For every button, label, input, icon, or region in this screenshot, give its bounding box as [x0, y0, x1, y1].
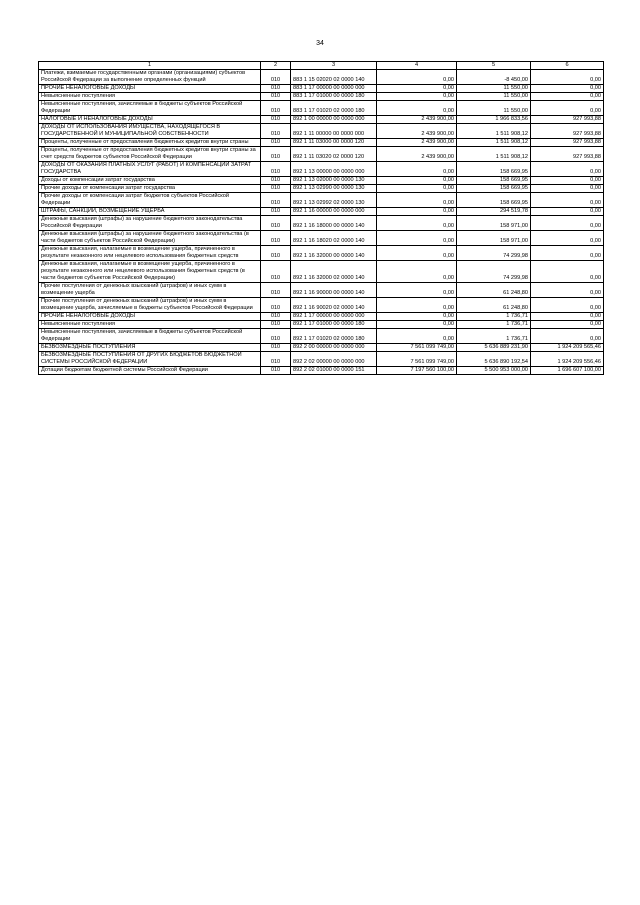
row-approved-cell: 0,00 — [377, 298, 457, 313]
row-approved-cell: 2 439 900,00 — [377, 139, 457, 147]
row-unexecuted-cell: 927 993,88 — [531, 139, 604, 147]
page-number: 34 — [316, 40, 324, 47]
row-budget-code-cell: 892 2 02 01000 00 0000 151 — [291, 367, 377, 375]
row-approved-cell: 0,00 — [377, 231, 457, 246]
column-header: 5 — [457, 62, 531, 70]
table-row — [39, 321, 604, 329]
row-unexecuted-cell: 927 993,88 — [531, 124, 604, 139]
row-executed-cell: 1 736,71 — [457, 313, 531, 321]
row-executed-cell: 1 511 908,12 — [457, 124, 531, 139]
row-unexecuted-cell: 0,00 — [531, 313, 604, 321]
row-name-cell: ШТРАФЫ, САНКЦИИ, ВОЗМЕЩЕНИЕ УЩЕРБА — [39, 208, 261, 216]
table-row — [39, 367, 604, 375]
row-executed-cell: 1 736,71 — [457, 321, 531, 329]
row-executed-cell: 5 636 890 192,54 — [457, 352, 531, 367]
table-row — [39, 283, 604, 298]
row-approved-cell: 0,00 — [377, 162, 457, 177]
table-row — [39, 208, 604, 216]
row-budget-code-cell: 883 1 17 01020 02 0000 180 — [291, 101, 377, 116]
row-name-cell: Прочие доходы от компенсации затрат государства — [39, 185, 261, 193]
table-row — [39, 246, 604, 261]
row-executed-cell: -8 450,00 — [457, 70, 531, 85]
table-row — [39, 70, 604, 85]
report-table — [38, 61, 604, 375]
row-name-cell: Денежные взыскания (штрафы) за нарушение бюджетного законодательства (в части бюджетов субъектов Российской Федерации) — [39, 231, 261, 246]
row-approved-cell: 0,00 — [377, 70, 457, 85]
row-unexecuted-cell: 0,00 — [531, 216, 604, 231]
row-executed-cell: 1 736,71 — [457, 329, 531, 344]
row-line-code-cell: 010 — [261, 298, 291, 313]
row-executed-cell: 11 550,00 — [457, 101, 531, 116]
report-body — [39, 70, 604, 375]
row-line-code-cell: 010 — [261, 231, 291, 246]
table-row — [39, 216, 604, 231]
row-approved-cell: 0,00 — [377, 177, 457, 185]
row-approved-cell: 7 197 560 100,00 — [377, 367, 457, 375]
row-unexecuted-cell: 0,00 — [531, 193, 604, 208]
row-executed-cell: 1 966 833,56 — [457, 116, 531, 124]
row-line-code-cell: 010 — [261, 147, 291, 162]
row-name-cell: ДОХОДЫ ОТ ОКАЗАНИЯ ПЛАТНЫХ УСЛУГ (РАБОТ) И КОМПЕНСАЦИИ ЗАТРАТ ГОСУДАРСТВА — [39, 162, 261, 177]
row-budget-code-cell: 892 2 00 00000 00 0000 000 — [291, 344, 377, 352]
row-budget-code-cell: 883 1 17 01000 00 0000 180 — [291, 93, 377, 101]
row-executed-cell: 74 299,98 — [457, 246, 531, 261]
row-budget-code-cell: 892 1 16 32000 02 0000 140 — [291, 261, 377, 283]
row-approved-cell: 0,00 — [377, 321, 457, 329]
row-budget-code-cell: 892 1 17 01020 02 0000 180 — [291, 329, 377, 344]
row-unexecuted-cell: 0,00 — [531, 162, 604, 177]
row-line-code-cell: 010 — [261, 246, 291, 261]
row-budget-code-cell: 892 1 13 02000 00 0000 130 — [291, 177, 377, 185]
row-name-cell: Прочие поступления от денежных взысканий (штрафов) и иных сумм в возмещение ущерба — [39, 283, 261, 298]
row-line-code-cell: 010 — [261, 216, 291, 231]
table-row — [39, 185, 604, 193]
row-approved-cell: 0,00 — [377, 283, 457, 298]
table-row — [39, 101, 604, 116]
row-approved-cell: 7 561 099 749,00 — [377, 352, 457, 367]
row-approved-cell: 0,00 — [377, 246, 457, 261]
row-executed-cell: 11 550,00 — [457, 85, 531, 93]
row-approved-cell: 0,00 — [377, 313, 457, 321]
row-line-code-cell: 010 — [261, 193, 291, 208]
row-unexecuted-cell: 0,00 — [531, 85, 604, 93]
row-unexecuted-cell: 927 993,88 — [531, 147, 604, 162]
row-unexecuted-cell: 0,00 — [531, 93, 604, 101]
table-row — [39, 298, 604, 313]
row-budget-code-cell: 892 1 17 01000 00 0000 180 — [291, 321, 377, 329]
row-unexecuted-cell: 0,00 — [531, 177, 604, 185]
row-name-cell: Прочие поступления от денежных взысканий (штрафов) и иных сумм в возмещение ущерба, зачисляемые в бюджеты субъектов Российской Федерации — [39, 298, 261, 313]
row-executed-cell: 1 511 908,12 — [457, 139, 531, 147]
row-unexecuted-cell: 1 924 209 565,46 — [531, 344, 604, 352]
row-line-code-cell: 010 — [261, 261, 291, 283]
row-line-code-cell: 010 — [261, 321, 291, 329]
row-unexecuted-cell: 0,00 — [531, 321, 604, 329]
row-line-code-cell: 010 — [261, 344, 291, 352]
column-header: 6 — [531, 62, 604, 70]
table-row — [39, 93, 604, 101]
column-header: 4 — [377, 62, 457, 70]
row-approved-cell: 0,00 — [377, 193, 457, 208]
column-header: 2 — [261, 62, 291, 70]
row-budget-code-cell: 892 1 13 00000 00 0000 000 — [291, 162, 377, 177]
row-name-cell: ДОХОДЫ ОТ ИСПОЛЬЗОВАНИЯ ИМУЩЕСТВА, НАХОДЯЩЕГОСЯ В ГОСУДАРСТВЕННОЙ И МУНИЦИПАЛЬНОЙ СОБСТВЕННОСТИ — [39, 124, 261, 139]
row-name-cell: Прочие доходы от компенсации затрат бюджетов субъектов Российской Федерации — [39, 193, 261, 208]
row-executed-cell: 158 669,95 — [457, 162, 531, 177]
row-budget-code-cell: 892 2 02 00000 00 0000 000 — [291, 352, 377, 367]
row-executed-cell: 5 500 953 000,00 — [457, 367, 531, 375]
row-budget-code-cell: 892 1 16 18020 02 0000 140 — [291, 231, 377, 246]
table-row — [39, 261, 604, 283]
row-line-code-cell: 010 — [261, 352, 291, 367]
row-name-cell: Невыясненные поступления, зачисляемые в бюджеты субъектов Российской Федерации — [39, 329, 261, 344]
row-budget-code-cell: 892 1 16 00000 00 0000 000 — [291, 208, 377, 216]
row-unexecuted-cell: 0,00 — [531, 329, 604, 344]
row-approved-cell: 0,00 — [377, 208, 457, 216]
row-unexecuted-cell: 0,00 — [531, 261, 604, 283]
row-name-cell: БЕЗВОЗМЕЗДНЫЕ ПОСТУПЛЕНИЯ — [39, 344, 261, 352]
row-executed-cell: 61 248,80 — [457, 298, 531, 313]
row-budget-code-cell: 892 1 00 00000 00 0000 000 — [291, 116, 377, 124]
table-row — [39, 85, 604, 93]
row-executed-cell: 158 669,95 — [457, 185, 531, 193]
row-executed-cell: 158 971,00 — [457, 231, 531, 246]
row-name-cell: Денежные взыскания (штрафы) за нарушение бюджетного законодательства Российской Федерации — [39, 216, 261, 231]
row-budget-code-cell: 892 1 11 00000 00 0000 000 — [291, 124, 377, 139]
row-budget-code-cell: 892 1 16 90000 00 0000 140 — [291, 283, 377, 298]
row-executed-cell: 61 248,80 — [457, 283, 531, 298]
row-executed-cell: 158 669,95 — [457, 177, 531, 185]
row-budget-code-cell: 883 1 15 02020 02 0000 140 — [291, 70, 377, 85]
row-approved-cell: 0,00 — [377, 216, 457, 231]
row-unexecuted-cell: 0,00 — [531, 283, 604, 298]
row-line-code-cell: 010 — [261, 208, 291, 216]
row-line-code-cell: 010 — [261, 185, 291, 193]
row-line-code-cell: 010 — [261, 283, 291, 298]
row-executed-cell: 294 519,78 — [457, 208, 531, 216]
row-line-code-cell: 010 — [261, 93, 291, 101]
row-executed-cell: 158 971,00 — [457, 216, 531, 231]
row-approved-cell: 7 561 099 749,00 — [377, 344, 457, 352]
row-approved-cell: 0,00 — [377, 101, 457, 116]
row-budget-code-cell: 892 1 11 03020 02 0000 120 — [291, 147, 377, 162]
table-row — [39, 162, 604, 177]
table-row — [39, 344, 604, 352]
row-name-cell: Проценты, полученные от предоставления бюджетных кредитов внутри страны за счет средств бюджетов субъектов Российской Федерации — [39, 147, 261, 162]
table-row — [39, 139, 604, 147]
row-name-cell: Невыясненные поступления — [39, 321, 261, 329]
table-row — [39, 313, 604, 321]
row-name-cell: Денежные взыскания, налагаемые в возмещение ущерба, причиненного в результате незаконного или нецелевого использования бюджетных средств (в части бюджетов субъектов Российской Федерации) — [39, 261, 261, 283]
row-approved-cell: 0,00 — [377, 93, 457, 101]
table-row — [39, 329, 604, 344]
row-name-cell: Дотации бюджетам бюджетной системы Российской Федерации — [39, 367, 261, 375]
row-unexecuted-cell: 1 924 209 556,46 — [531, 352, 604, 367]
row-name-cell: Проценты, полученные от предоставления бюджетных кредитов внутри страны — [39, 139, 261, 147]
table-row — [39, 116, 604, 124]
table-row — [39, 352, 604, 367]
table-row — [39, 147, 604, 162]
row-unexecuted-cell: 0,00 — [531, 298, 604, 313]
table-row — [39, 193, 604, 208]
row-approved-cell: 0,00 — [377, 185, 457, 193]
column-header: 3 — [291, 62, 377, 70]
row-unexecuted-cell: 0,00 — [531, 101, 604, 116]
row-budget-code-cell: 892 1 11 03000 00 0000 120 — [291, 139, 377, 147]
row-unexecuted-cell: 927 993,88 — [531, 116, 604, 124]
table-row — [39, 231, 604, 246]
row-line-code-cell: 010 — [261, 85, 291, 93]
row-approved-cell: 2 439 900,00 — [377, 124, 457, 139]
row-line-code-cell: 010 — [261, 101, 291, 116]
row-budget-code-cell: 892 1 13 02990 00 0000 130 — [291, 185, 377, 193]
row-executed-cell: 1 511 908,12 — [457, 147, 531, 162]
row-line-code-cell: 010 — [261, 139, 291, 147]
row-name-cell: Денежные взыскания, налагаемые в возмещение ущерба, причиненного в результате незаконного или нецелевого использования бюджетных средств — [39, 246, 261, 261]
row-unexecuted-cell: 0,00 — [531, 70, 604, 85]
table-row — [39, 177, 604, 185]
row-approved-cell: 2 439 900,00 — [377, 147, 457, 162]
row-line-code-cell: 010 — [261, 124, 291, 139]
row-name-cell: ПРОЧИЕ НЕНАЛОГОВЫЕ ДОХОДЫ — [39, 313, 261, 321]
row-budget-code-cell: 892 1 13 02992 02 0000 130 — [291, 193, 377, 208]
row-budget-code-cell: 892 1 16 90020 02 0000 140 — [291, 298, 377, 313]
row-name-cell: Доходы от компенсации затрат государства — [39, 177, 261, 185]
row-name-cell: Невыясненные поступления, зачисляемые в бюджеты субъектов Российской Федерации — [39, 101, 261, 116]
row-unexecuted-cell: 0,00 — [531, 208, 604, 216]
row-budget-code-cell: 892 1 16 32000 00 0000 140 — [291, 246, 377, 261]
column-header: 1 — [39, 62, 261, 70]
row-line-code-cell: 010 — [261, 329, 291, 344]
table-row — [39, 124, 604, 139]
row-name-cell: ПРОЧИЕ НЕНАЛОГОВЫЕ ДОХОДЫ — [39, 85, 261, 93]
row-budget-code-cell: 883 1 17 00000 00 0000 000 — [291, 85, 377, 93]
header-row — [39, 62, 604, 70]
row-name-cell: НАЛОГОВЫЕ И НЕНАЛОГОВЫЕ ДОХОДЫ — [39, 116, 261, 124]
row-budget-code-cell: 892 1 16 18000 00 0000 140 — [291, 216, 377, 231]
row-unexecuted-cell: 1 696 607 100,00 — [531, 367, 604, 375]
row-approved-cell: 0,00 — [377, 261, 457, 283]
row-approved-cell: 0,00 — [377, 85, 457, 93]
row-line-code-cell: 010 — [261, 367, 291, 375]
row-line-code-cell: 010 — [261, 177, 291, 185]
row-approved-cell: 2 439 900,00 — [377, 116, 457, 124]
row-name-cell: Платежи, взимаемые государственными органами (организациями) субъектов Российской Федерации за выполнение определенных функций — [39, 70, 261, 85]
row-unexecuted-cell: 0,00 — [531, 231, 604, 246]
row-unexecuted-cell: 0,00 — [531, 246, 604, 261]
row-name-cell: Невыясненные поступления — [39, 93, 261, 101]
row-name-cell: БЕЗВОЗМЕЗДНЫЕ ПОСТУПЛЕНИЯ ОТ ДРУГИХ БЮДЖЕТОВ БЮДЖЕТНОЙ СИСТЕМЫ РОССИЙСКОЙ ФЕДЕРАЦИИ — [39, 352, 261, 367]
row-line-code-cell: 010 — [261, 162, 291, 177]
row-line-code-cell: 010 — [261, 70, 291, 85]
row-executed-cell: 74 299,98 — [457, 261, 531, 283]
row-unexecuted-cell: 0,00 — [531, 185, 604, 193]
row-line-code-cell: 010 — [261, 313, 291, 321]
row-budget-code-cell: 892 1 17 00000 00 0000 000 — [291, 313, 377, 321]
row-executed-cell: 11 550,00 — [457, 93, 531, 101]
row-approved-cell: 0,00 — [377, 329, 457, 344]
row-executed-cell: 5 636 889 231,90 — [457, 344, 531, 352]
row-line-code-cell: 010 — [261, 116, 291, 124]
row-executed-cell: 158 669,95 — [457, 193, 531, 208]
